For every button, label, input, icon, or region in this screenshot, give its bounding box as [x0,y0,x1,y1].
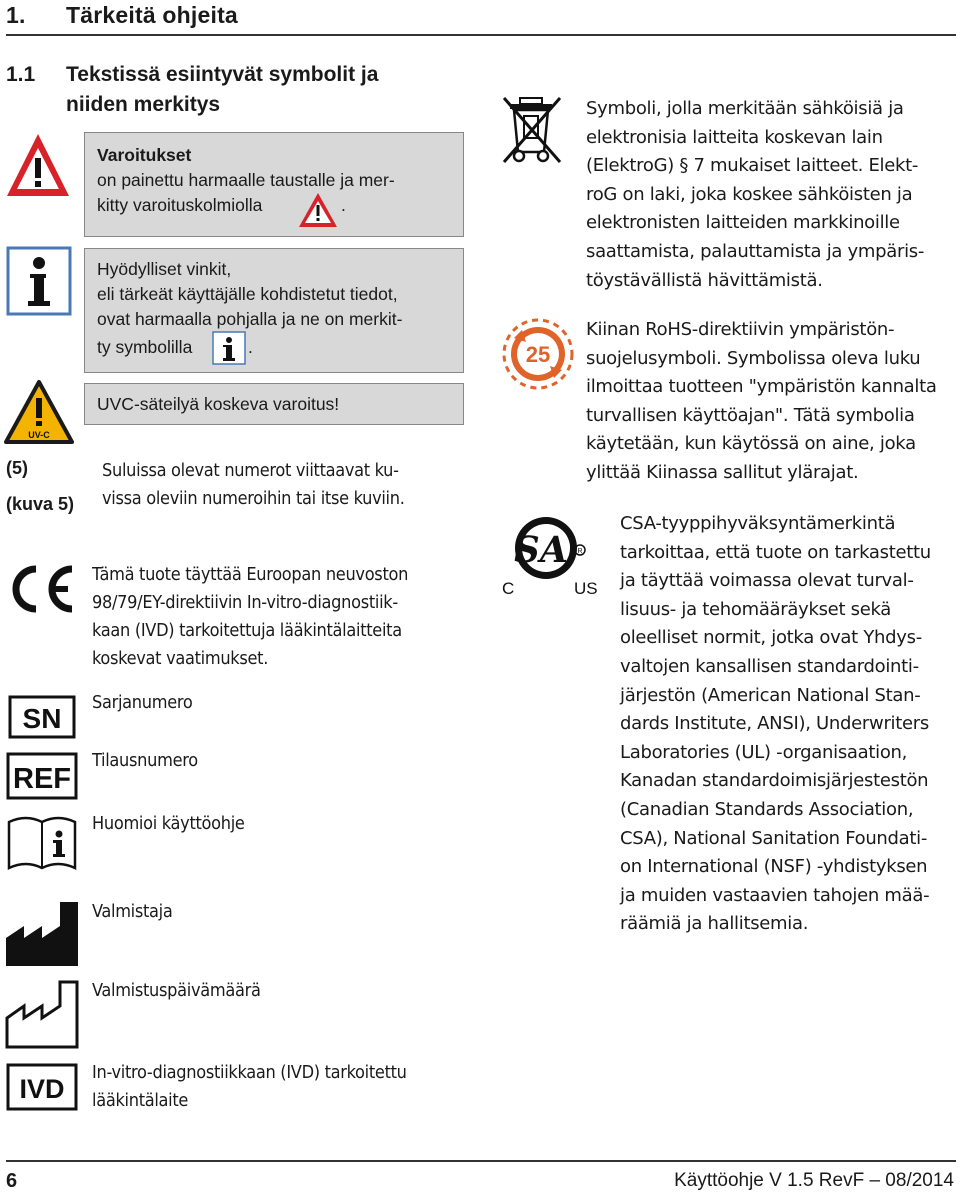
csa-line: CSA-tyyppihyväksyntämerkintä [620,513,896,534]
tips-note-box [84,248,464,373]
warning-box-period: . [341,195,346,215]
ce-line: koskevat vaatimukset. [92,648,269,669]
sn-icon-label: SN [22,703,62,734]
csa-line: järjestön (American National Stan- [620,684,921,706]
rohs-description [586,316,937,488]
weee-line: (ElektroG) § 7 mukaiset laitteet. Elekt- [586,155,919,177]
catalog-number-icon [6,752,78,800]
inline-warning-triangle-icon [297,191,339,229]
rohs-line: käytetään, kun käytössä on aine, joka [586,433,916,455]
serial-number-text: Sarjanumero [92,692,193,713]
warning-note-box [84,132,464,237]
manufacturer-text: Valmistaja [92,901,173,922]
ivd-icon [6,1063,78,1111]
csa-line: dards Institute, ANSI), Underwriters [620,713,929,735]
weee-bin-icon [498,94,566,166]
section-title-line: Tekstissä esiintyvät symbolit ja [66,63,379,86]
weee-line: elektronisia laitteita koskevan lain [586,126,883,148]
ce-line: kaan (IVD) tarkoitettuja lääkintälaitteita [92,620,402,641]
warning-box-line: kitty varoituskolmiolla [97,195,263,215]
ivd-icon-label: IVD [19,1074,65,1104]
rohs-icon-number: 25 [525,342,551,367]
ivd-text-line: In-vitro-diagnostiikkaan (IVD) tarkoitettu [92,1062,407,1083]
factory-outline-icon [4,978,80,1050]
section-number: 1.1 [6,63,36,86]
csa-line: räämiä ja hallitsemia. [620,913,809,935]
csa-line: CSA), National Sanitation Foundati- [620,827,928,849]
ce-line: 98/79/EY-direktiivin In-vitro-diagnostiik- [92,592,398,613]
tips-box-line: ovat harmaalla pohjalla ja ne on merkit- [97,309,403,329]
section-title-line: niiden merkitys [66,93,221,116]
tips-box-period: . [248,337,253,357]
ivd-text-line: lääkintälaite [92,1090,189,1111]
csa-line: ja muiden vastaavien tahojen mää- [620,884,930,906]
uvc-warning-icon [4,380,74,446]
uvc-icon-label: UV-C [28,430,50,440]
svg-text:SA: SA [510,528,572,571]
catalog-number-text: Tilausnumero [92,750,198,771]
warning-triangle-icon [4,130,72,200]
uvc-box-text: UVC-säteilyä koskeva varoitus! [97,394,340,414]
weee-description [586,95,924,295]
chapter-title: Tärkeitä ohjeita [66,2,238,28]
csa-description [620,510,931,939]
ce-mark-icon [6,563,76,615]
csa-line: Laboratories (UL) -organisaation, [620,741,908,763]
weee-line: roG on laki, joka koskee sähköisten ja [586,183,913,205]
csa-line: ja täyttää voimassa olevat turval- [620,570,914,592]
tips-box-line: Hyödylliset vinkit, [97,259,232,279]
rohs-line: ylittää Kiinassa sallitut ylärajat. [586,461,859,483]
info-icon [6,246,72,316]
document-info: Käyttöohje V 1.5 RevF – 08/2014 [674,1170,954,1191]
csa-mark-icon [500,514,606,604]
ce-line: Tämä tuote täyttää Euroopan neuvoston [92,564,409,585]
book-info-icon [6,812,78,872]
page-number: 6 [6,1170,18,1192]
numbers-note-line: Suluissa olevat numerot viittaavat ku- [102,460,399,481]
csa-line: lisuus- ja tehomääräykset sekä [620,598,892,620]
footer-rule [6,1160,956,1162]
uvc-note-box [84,383,464,425]
figure-label-example: (kuva 5) [6,494,75,514]
csa-icon-us: US [574,579,598,598]
instructions-text: Huomioi käyttöohje [92,813,245,834]
csa-line: on International (NSF) -yhdistyksen [620,856,928,878]
numbers-note-line: vissa oleviin numeroihin tai itse kuviin. [102,488,405,509]
header-rule [6,34,956,36]
rohs-line: turvallisen käyttöajan". Tätä symbolia [586,404,915,426]
weee-line: Symboli, jolla merkitään sähköisiä ja [586,98,904,119]
ce-description [92,561,408,673]
tips-box-line: ty symbolilla [97,337,193,357]
serial-number-icon [8,695,76,739]
csa-line: (Canadian Standards Association, [620,798,914,820]
warning-box-heading: Varoitukset [97,145,192,165]
tips-box-line: eli tärkeät käyttäjälle kohdistetut tiedot, [97,284,398,304]
rohs-line: suojelusymboli. Symbolissa oleva luku [586,347,921,369]
numbers-note-text [102,457,405,513]
csa-line: Kanadan standardoimisjärjestestön [620,770,929,792]
weee-line: saattamista, palauttamista ja ympäris- [586,240,925,262]
factory-icon [4,898,80,968]
ivd-text [92,1059,407,1115]
weee-line: elektronisten laitteiden markkinoille [586,212,900,234]
csa-icon-c: C [502,579,515,598]
csa-line: valtojen kansallisen standardointi- [620,655,919,677]
manufacture-date-text: Valmistuspäivämäärä [92,980,261,1001]
warning-box-line: on painettu harmaalle taustalle ja mer- [97,170,395,190]
csa-line: tarkoittaa, että tuote on tarkastettu [620,541,931,563]
chapter-number: 1. [6,2,26,28]
csa-line: oleelliset normit, jotka ovat Yhdys- [620,627,922,649]
china-rohs-icon [500,316,576,392]
rohs-line: Kiinan RoHS-direktiivin ympäristön- [586,319,895,340]
rohs-line: ilmoittaa tuotteen "ympäristön kannalta [586,376,937,398]
ref-icon-label: REF [13,763,71,795]
weee-line: töystävällistä hävittämistä. [586,269,823,291]
number-label-example: (5) [6,458,28,478]
svg-text:R: R [577,548,583,555]
section-title [66,60,378,120]
inline-info-icon [212,331,246,365]
